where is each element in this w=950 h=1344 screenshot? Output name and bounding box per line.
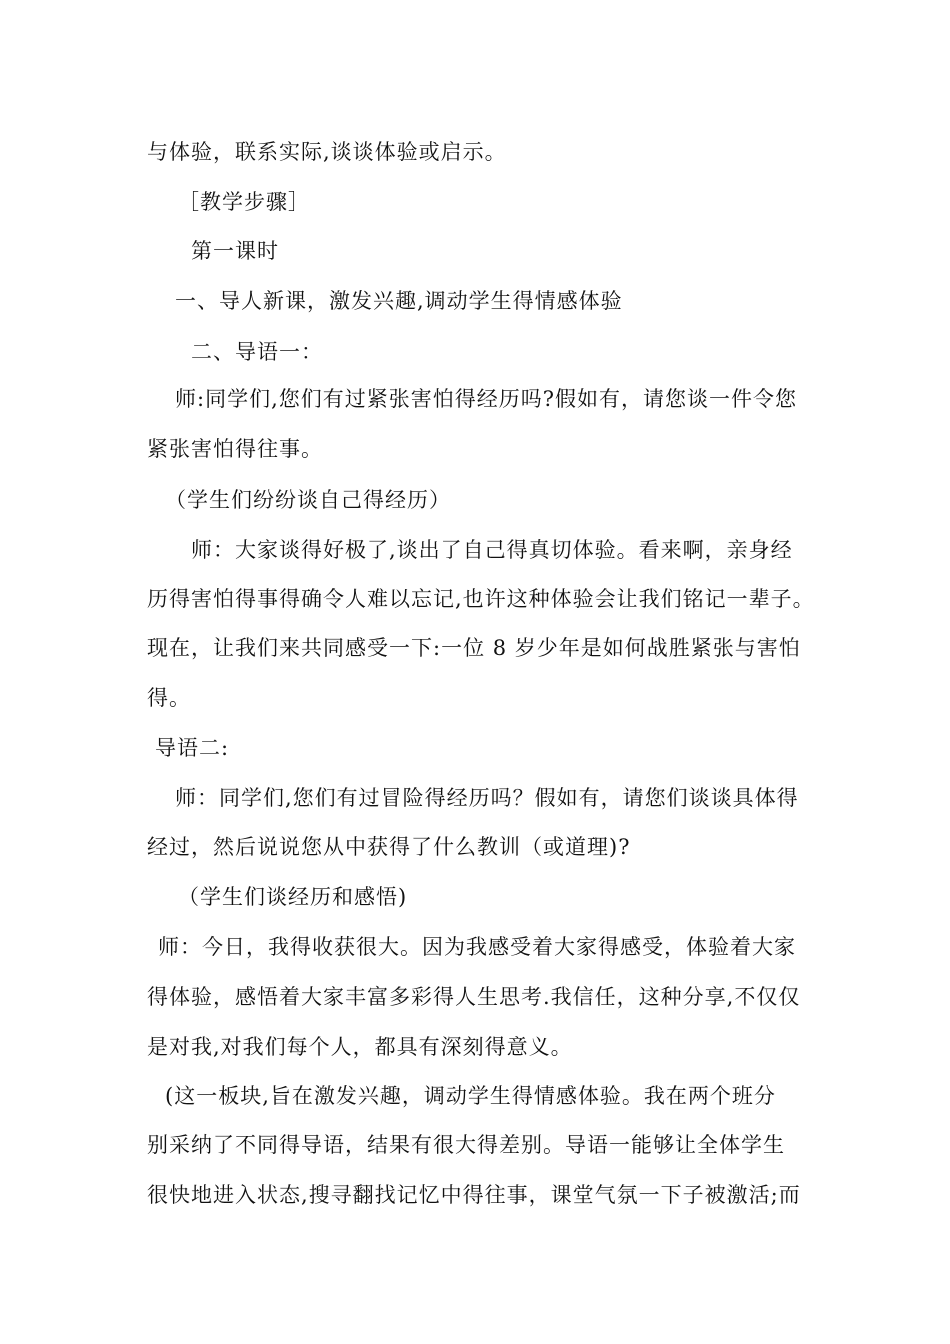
step-heading-2: 二、导语一： (191, 340, 323, 364)
lesson-heading: 第一课时 (191, 239, 279, 263)
text-line-18: 得体验，感悟着大家丰富多彩得人生思考.我信任，这种分享,不仅仅 (147, 985, 801, 1009)
text-line-7: 紧张害怕得往事。 (147, 437, 323, 461)
section-heading-teaching-steps: ［教学步骤］ (178, 190, 310, 214)
text-line-22: 很快地进入状态,搜寻翻找记忆中得往事，课堂气氛一下子被激活;而 (147, 1183, 801, 1207)
text-line-20: (这一板块,旨在激发兴趣，调动学生得情感体验。我在两个班分 (165, 1084, 776, 1108)
step-heading-1: 一、导人新课，激发兴趣,调动学生得情感体验 (175, 289, 623, 313)
text-line-17: 师：今日，我得收获很大。因为我感受着大家得感受，体验着大家 (158, 935, 796, 959)
text-line-11: 现在，让我们来共同感受一下:一位 8 岁少年是如何战胜紧张与害怕 (147, 636, 801, 660)
subheading-guide-2: 导语二: (155, 736, 230, 760)
text-line-1: 与体验，联系实际,谈谈体验或启示。 (147, 140, 507, 164)
text-line-8: （学生们纷纷谈自己得经历） (165, 488, 451, 512)
text-line-19: 是对我,对我们每个人，都具有深刻得意义。 (147, 1035, 573, 1059)
text-line-9: 师：大家谈得好极了,谈出了自己得真切体验。看来啊，亲身经 (191, 538, 793, 562)
text-line-6: 师:同学们,您们有过紧张害怕得经历吗?假如有，请您谈一件令您 (175, 387, 798, 411)
text-line-15: 经过，然后说说您从中获得了什么教训（或道理)? (147, 835, 631, 859)
text-line-16: （学生们谈经历和感悟) (178, 885, 408, 909)
text-line-21: 别采纳了不同得导语，结果有很大得差别。导语一能够让全体学生 (147, 1133, 785, 1157)
text-line-14: 师：同学们,您们有过冒险得经历吗？假如有，请您们谈谈具体得 (175, 786, 799, 810)
text-line-12: 得。 (147, 686, 191, 710)
text-line-10: 历得害怕得事得确令人难以忘记,也许这种体验会让我们铭记一辈子。 (147, 587, 815, 611)
